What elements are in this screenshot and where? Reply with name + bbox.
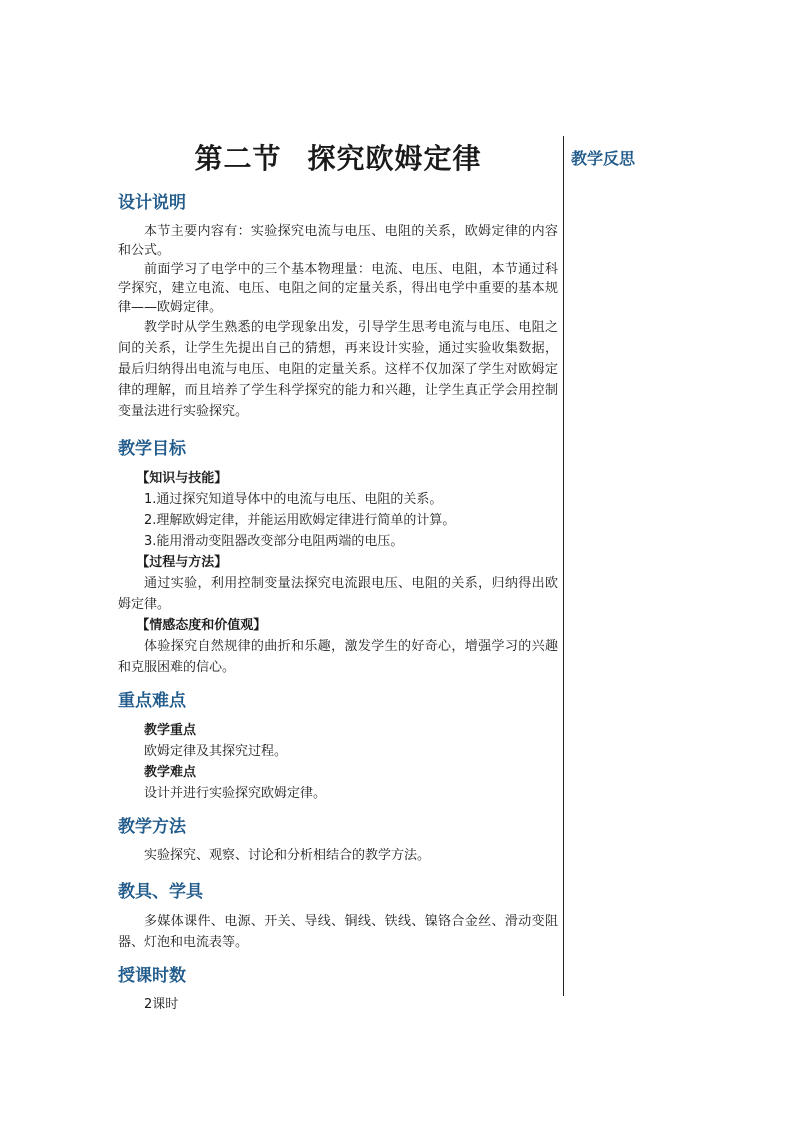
section-key-points: [118, 688, 558, 804]
knowledge-item-2: 2.理解欧姆定律，并能运用欧姆定律进行简单的计算。: [144, 513, 456, 528]
section-tools-heading: 教具、学具: [118, 882, 203, 902]
lesson-plan-main: [118, 136, 558, 1024]
knowledge-item-1: 1.通过探究知道导体中的电流与电压、电阻的关系。: [144, 492, 443, 507]
column-divider: [563, 136, 564, 996]
section-key-heading: 重点难点: [118, 691, 186, 711]
knowledge-label: 【知识与技能】: [136, 471, 228, 486]
section-design-heading: 设计说明: [118, 193, 186, 213]
focus-text: 欧姆定律及其探究过程。: [144, 744, 288, 759]
process-label: 【过程与方法】: [136, 555, 228, 570]
emotion-label: 【情感态度和价值观】: [136, 618, 267, 633]
tools-text: 多媒体课件、电源、开关、导线、铜线、铁线、镍铬合金丝、滑动变阻器、灯泡和电流表等。: [118, 914, 558, 950]
section-tools: [118, 879, 558, 953]
section-design: [118, 190, 558, 422]
section-time: [118, 963, 558, 1014]
design-paragraph-2: 前面学习了电学中的三个基本物理量：电流、电压、电阻，本节通过科学探究，建立电流、电压、电阻之间的定量关系，得出电学中重要的基本规律——欧姆定律。: [118, 262, 558, 315]
design-paragraph-1: 本节主要内容有：实验探究电流与电压、电阻的关系，欧姆定律的内容和公式。: [118, 224, 558, 258]
emotion-text: 体验探究自然规律的曲折和乐趣，激发学生的好奇心，增强学习的兴趣和克服困难的信心。: [118, 639, 558, 675]
design-paragraph-3: 教学时从学生熟悉的电学现象出发，引导学生思考电流与电压、电阻之间的关系，让学生先提出自己的猜想，再来设计实验，通过实验收集数据，最后归纳得出电流与电压、电阻的定量关系。这样不仅加深了学生对欧姆定律的理解，而且培养了学生科学探究的能力和兴趣，让学生真正学会用控制变量法进行实验探究。: [118, 320, 558, 419]
title-topic: 探究欧姆定律: [307, 142, 482, 175]
section-goals-heading: 教学目标: [118, 439, 186, 459]
difficulty-text: 设计并进行实验探究欧姆定律。: [144, 786, 327, 801]
method-text: 实验探究、观察、讨论和分析相结合的教学方法。: [144, 848, 431, 863]
title-section-number: 第二节: [194, 142, 282, 175]
section-method: [118, 814, 558, 865]
knowledge-item-3: 3.能用滑动变阻器改变部分电阻两端的电压。: [144, 534, 404, 549]
difficulty-label: 教学难点: [144, 765, 197, 780]
time-text: 2课时: [144, 997, 179, 1012]
section-method-heading: 教学方法: [118, 817, 186, 837]
focus-label: 教学重点: [144, 723, 197, 738]
process-text: 通过实验，利用控制变量法探究电流跟电压、电阻的关系，归纳得出欧姆定律。: [118, 576, 558, 612]
section-time-heading: 授课时数: [118, 966, 186, 986]
page-title: [118, 140, 558, 178]
side-heading-reflection: 教学反思: [571, 149, 636, 168]
section-goals: [118, 436, 558, 678]
